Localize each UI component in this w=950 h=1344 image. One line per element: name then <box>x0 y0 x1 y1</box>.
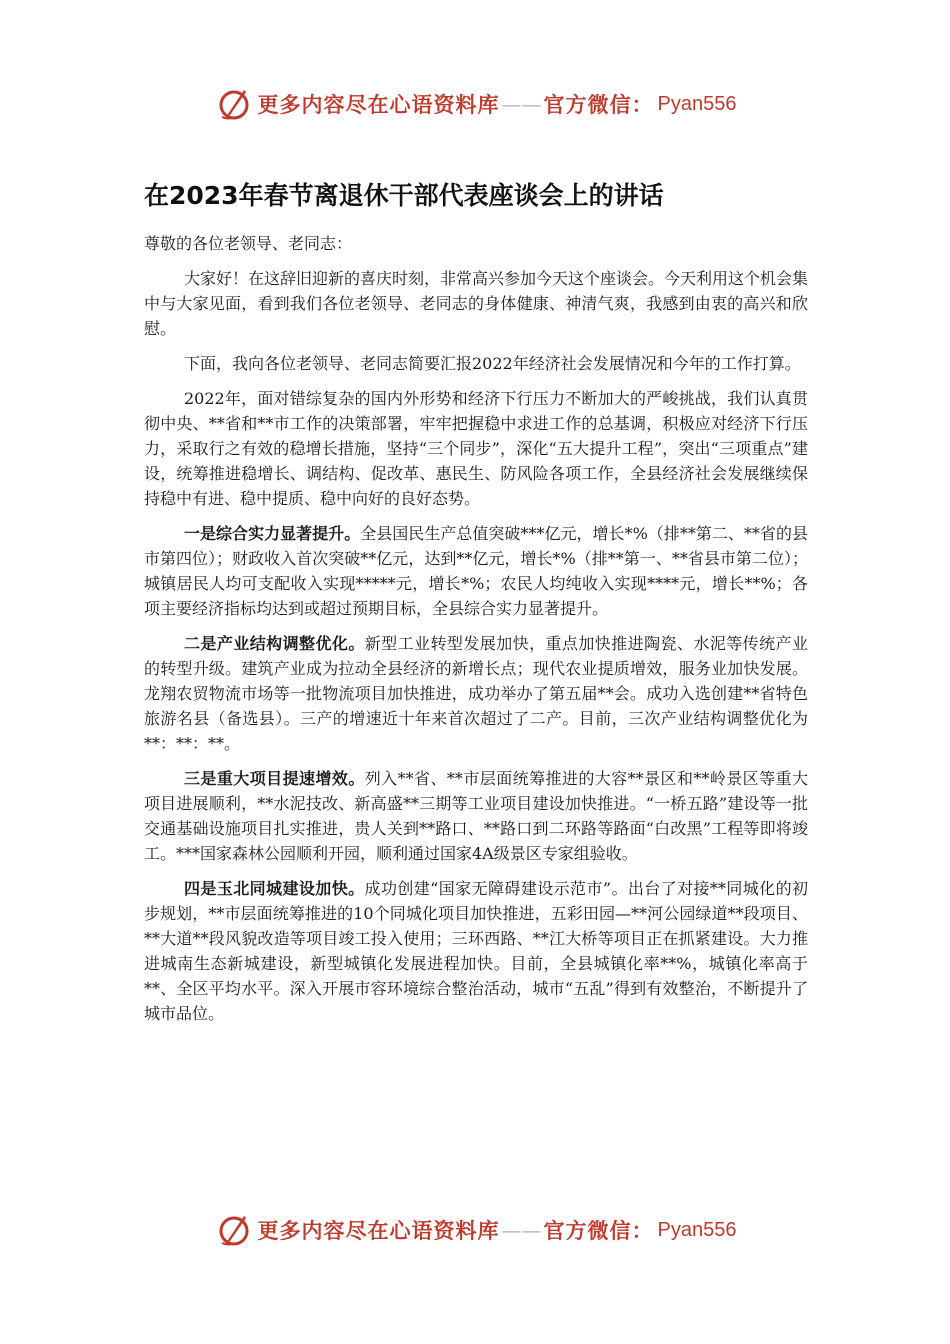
paragraph-text: 2022年，面对错综复杂的国内外形势和经济下行压力不断加大的严峻挑战，我们认真贯彻中央、**省和**市工作的决策部署，牢牢把握稳中求进工作的总基调，积极应对经济下行压力，采取行之有效的稳增长措施，坚持“三个同步”，深化“五大提升工程”，突出“三项重点”建设，统筹推进稳增长、调结构、促改革、惠民生、防风险各项工作，全县经济社会发展继续保持稳中有进、稳中提质、稳中向好的良好态势。 <box>144 389 808 508</box>
paragraph-text: 大家好！在这辞旧迎新的喜庆时刻，非常高兴参加今天这个座谈会。今天利用这个机会集中与大家见面，看到我们各位老领导、老同志的身体健康、神清气爽，我感到由衷的高兴和欣慰。 <box>144 269 809 338</box>
paragraph-6 <box>144 766 808 866</box>
paragraph-lead: 二是产业结构调整优化。 <box>184 634 365 653</box>
banner-wechat-label: 官方微信： <box>543 92 654 117</box>
paragraph-text: 成功创建“国家无障碍建设示范市”。出台了对接**同城化的初步规划，**市层面统筹推进的10个同城化项目加快推进，五彩田园—**河公园绿道**段项目、**大道**段风貌改造等项目竣工投入使用；三环西路、**江大桥等项目正在抓紧建设。大力推进城南生态新城建设，新型城镇化发展进程加快。目前，全县城镇化率**%，城镇化率高于**、全区平均水平。深入开展市容环境综合整治活动，城市“五乱”得到有效整治，不断提升了城市品位。 <box>144 879 808 1023</box>
banner-separator: —— <box>501 92 542 116</box>
paragraph-text: 列入**省、**市层面统筹推进的大容**景区和**岭景区等重大项目进展顺利，**水泥技改、新高盛**三期等工业项目建设加快推进。“一桥五路”建设等一批交通基础设施项目扎实推进，贵人关到**路口、**路口到二环路等路面“白改黑”工程等即将竣工。***国家森林公园顺利开园，顺利通过国家4A级景区专家组验收。 <box>144 769 808 863</box>
banner-wechat-id: Pyan556 <box>657 1218 737 1241</box>
document-body <box>144 232 808 1036</box>
footer-banner <box>0 1210 950 1250</box>
salutation: 尊敬的各位老领导、老同志： <box>144 234 353 253</box>
paragraph-text: 新型工业转型发展加快，重点加快推进陶瓷、水泥等传统产业的转型升级。建筑产业成为拉动全县经济的新增长点；现代农业提质增效，服务业加快发展。龙翔农贸物流市场等一批物流项目加快推进，成功举办了第五届**会。成功入选创建**省特色旅游名县（备选县）。三产的增速近十年来首次超过了二产。目前，三次产业结构调整优化为**：**：**。 <box>144 634 808 753</box>
paragraph-4 <box>144 521 808 621</box>
paragraph-3 <box>144 386 808 511</box>
paragraph-lead: 一是综合实力显著提升。 <box>184 524 361 543</box>
paragraph-5 <box>144 631 808 756</box>
paragraph-text: 下面，我向各位老领导、老同志简要汇报2022年经济社会发展情况和今年的工作打算。 <box>184 354 801 373</box>
banner-text: 更多内容尽在心语资料库 <box>257 92 500 117</box>
paragraph-2 <box>144 351 808 376</box>
banner-wechat-id: Pyan556 <box>657 92 737 115</box>
header-banner <box>0 84 950 124</box>
paragraph-lead: 四是玉北同城建设加快。 <box>184 879 365 898</box>
paragraph-1 <box>144 266 808 341</box>
banner-wechat-label: 官方微信： <box>543 1218 654 1243</box>
banner-separator: —— <box>501 1218 542 1242</box>
paragraph-text: 全县国民生产总值突破***亿元，增长*%（排**第二、**省的县市第四位）；财政收入首次突破**亿元，达到**亿元，增长*%（排**第一、**省县市第二位）；城镇居民人均可支配收入实现*****元，增长*%；农民人均纯收入实现****元，增长**%；各项主要经济指标均达到或超过预期目标，全县综合实力显著提升。 <box>144 524 808 618</box>
paragraph-7 <box>144 876 808 1026</box>
banner-text: 更多内容尽在心语资料库 <box>257 1218 500 1243</box>
quill-logo-icon <box>214 84 254 124</box>
paragraph-lead: 三是重大项目提速增效。 <box>184 769 365 788</box>
document-title: 在2023年春节离退休干部代表座谈会上的讲话 <box>144 181 664 210</box>
quill-logo-icon <box>214 1210 254 1250</box>
